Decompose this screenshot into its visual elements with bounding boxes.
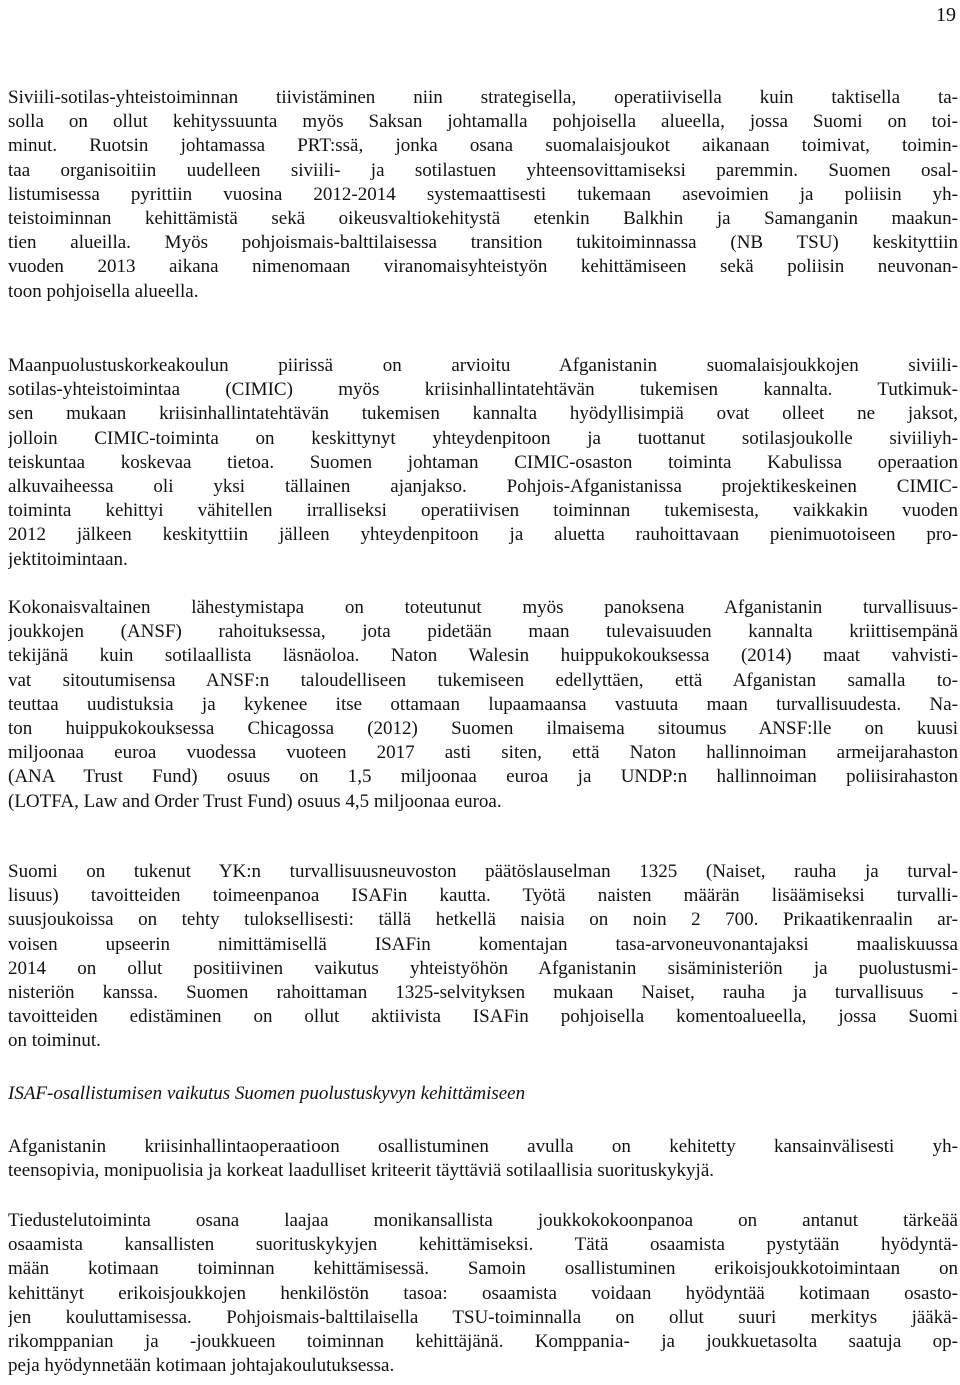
page-number: 19: [936, 4, 956, 26]
text-line: teensopivia, monipuolisia ja korkeat laadulliset kriteerit täyttäviä sotilaallisia suorituskykyjä.: [8, 1160, 714, 1182]
text-line: teiskuntaa koskevaa tietoa. Suomen johtaman CIMIC-osaston toiminta Kabulissa operaation: [8, 451, 958, 473]
text-line: tien alueilla. Myös pohjoismais-balttilaisessa transition tukitoiminnassa (NB TSU) keskityttiin: [8, 232, 958, 254]
text-line: nisteriön kanssa. Suomen rahoittaman 1325-selvityksen mukaan Naiset, rauha ja turvallisuus -: [8, 982, 958, 1004]
text-line: jektitoimintaan.: [8, 548, 128, 570]
text-line: rikomppanian ja -joukkueen toiminnan kehittäjänä. Komppania- ja joukkuetasolta saatuja op-: [8, 1331, 958, 1353]
text-line: kehittänyt erikoisjoukkojen henkilöstön tasoa: osaamista voidaan hyödyntää kotimaan osasto-: [8, 1282, 958, 1304]
text-line: miljoonaa euroa vuodessa vuoteen 2017 asti siten, että Naton hallinnoiman armeijarahaston: [8, 742, 958, 764]
text-line: Afganistanin kriisinhallintaoperaatioon osallistuminen avulla on kehitetty kansainvälisesti yh-: [8, 1136, 958, 1157]
paragraph: [8, 860, 958, 1054]
text-line: listumisessa pyrittiin vuosina 2012-2014 systemaattisesti tukemaan asevoimien ja poliisin yh-: [8, 183, 958, 205]
text-line: Tiedustelutoiminta osana laajaa monikansallista joukkokokoonpanoa on antanut tärkeää: [8, 1210, 958, 1231]
text-line: 2014 on ollut positiivinen vaikutus yhteistyöhön Afganistanin sisäministeriön ja puolustusmi-: [8, 957, 958, 979]
text-line: lisuus) tavoitteiden toimeenpanoa ISAFin kautta. Työtä naisten määrän lisäämiseksi turvalli-: [8, 885, 958, 907]
text-line: tavoitteiden edistäminen on ollut aktiivista ISAFin pohjoisella komentoalueella, jossa Suomi: [8, 1006, 958, 1028]
paragraph: [8, 1209, 958, 1378]
text-line: ton huippukokouksessa Chicagossa (2012) Suomen ilmaisema sitoumus ANSF:lle on kuusi: [8, 718, 958, 740]
text-line: Suomi on tukenut YK:n turvallisuusneuvoston päätöslauselman 1325 (Naiset, rauha ja turval-: [8, 861, 958, 882]
text-line: vuoden 2013 aikana nimenomaan viranomaisyhteistyön kehittämiseen sekä poliisin neuvonan-: [8, 256, 958, 278]
text-line: osaamista kansallisten suorituskykyjen kehittämiseksi. Tätä osaamista pystytään hyödyntä-: [8, 1234, 958, 1256]
paragraph: [8, 1135, 958, 1183]
section-heading: ISAF-osallistumisen vaikutus Suomen puolustuskyvyn kehittämiseen: [8, 1083, 526, 1104]
paragraph: [8, 354, 958, 572]
text-line: vat sitoutumisensa ANSF:n taloudelliseen tukemiseen edellyttäen, että Afganistan samalla to-: [8, 669, 958, 691]
text-line: solla on ollut kehityssuunta myös Saksan johtamalla pohjoisella alueella, jossa Suomi on toi-: [8, 111, 958, 133]
text-line: sen mukaan kriisinhallintatehtävän tukemisen kannalta hyödyllisimpiä ovat olleet ne jaksot,: [8, 403, 958, 425]
text-line: toon pohjoisella alueella.: [8, 280, 199, 302]
text-line: (ANA Trust Fund) osuus on 1,5 miljoonaa euroa ja UNDP:n hallinnoiman poliisirahaston: [8, 766, 958, 788]
text-line: jolloin CIMIC-toiminta on keskittynyt yhteydenpitoon ja tuottanut sotilasjoukolle siviiliyh-: [8, 427, 958, 449]
text-line: suusjoukoissa on tehty tuloksellisesti: tällä hetkellä naisia on noin 2 700. Prikaatikenraalin ar-: [8, 909, 958, 931]
paragraph: [8, 86, 958, 304]
text-line: Siviili-sotilas-yhteistoiminnan tiivistäminen niin strategisella, operatiivisella kuin taktisella ta-: [8, 87, 958, 108]
text-line: toiminta kehittyi vähitellen irralliseksi operatiivisen toiminnan tukemisesta, vaikkakin vuoden: [8, 500, 958, 522]
text-line: on toiminut.: [8, 1030, 101, 1052]
paragraph: [8, 596, 958, 814]
text-line: sotilas-yhteistoimintaa (CIMIC) myös kriisinhallintatehtävän tukemisen kannalta. Tutkimuk-: [8, 379, 958, 401]
text-line: tekijänä kuin sotilaallista läsnäoloa. Naton Walesin huippukokouksessa (2014) maat vahvisti-: [8, 645, 958, 667]
text-line: joukkojen (ANSF) rahoituksessa, jota pidetään maan tulevaisuuden kannalta kriittisempänä: [8, 621, 958, 643]
text-line: (LOTFA, Law and Order Trust Fund) osuus 4,5 miljoonaa euroa.: [8, 790, 502, 812]
text-line: teistoiminnan kehittämistä sekä oikeusvaltiokehitystä etenkin Balkhin ja Samanganin maakun-: [8, 208, 958, 230]
text-line: Kokonaisvaltainen lähestymistapa on toteutunut myös panoksena Afganistanin turvallisuus-: [8, 597, 958, 618]
text-line: taa organisoitiin uudelleen siviili- ja sotilastuen yhteensovittamiseksi paremmin. Suomen osal-: [8, 159, 958, 181]
text-line: 2012 jälkeen keskityttiin jälleen yhteydenpitoon ja aluetta rauhoittavaan pienimuotoiseen pro-: [8, 524, 958, 546]
text-line: peja hyödynnetään kotimaan johtajakoulutuksessa.: [8, 1355, 395, 1377]
text-line: mään kotimaan toiminnan kehittämisessä. Samoin osallistuminen erikoisjoukkotoimintaan on: [8, 1258, 958, 1280]
text-line: jen kouluttamisessa. Pohjoismais-balttilaisella TSU-toiminnalla on ollut suuri merkitys jääkä-: [8, 1306, 958, 1328]
text-line: alkuvaiheessa oli yksi tällainen ajanjakso. Pohjois-Afganistanissa projektikeskeinen CIMIC-: [8, 476, 958, 498]
text-line: Maanpuolustuskorkeakoulun piirissä on arvioitu Afganistanin suomalaisjoukkojen siviili-: [8, 355, 958, 376]
text-line: teuttaa uudistuksia ja kykenee itse ottamaan lupaamaansa vastuuta maan turvallisuudesta. Na-: [8, 693, 958, 715]
text-line: voisen upseerin nimittämisellä ISAFin komentajan tasa-arvoneuvonantajaksi maaliskuussa: [8, 933, 958, 955]
text-line: minut. Ruotsin johtamassa PRT:ssä, jonka osana suomalaisjoukot aikanaan toimivat, toimin-: [8, 135, 958, 157]
